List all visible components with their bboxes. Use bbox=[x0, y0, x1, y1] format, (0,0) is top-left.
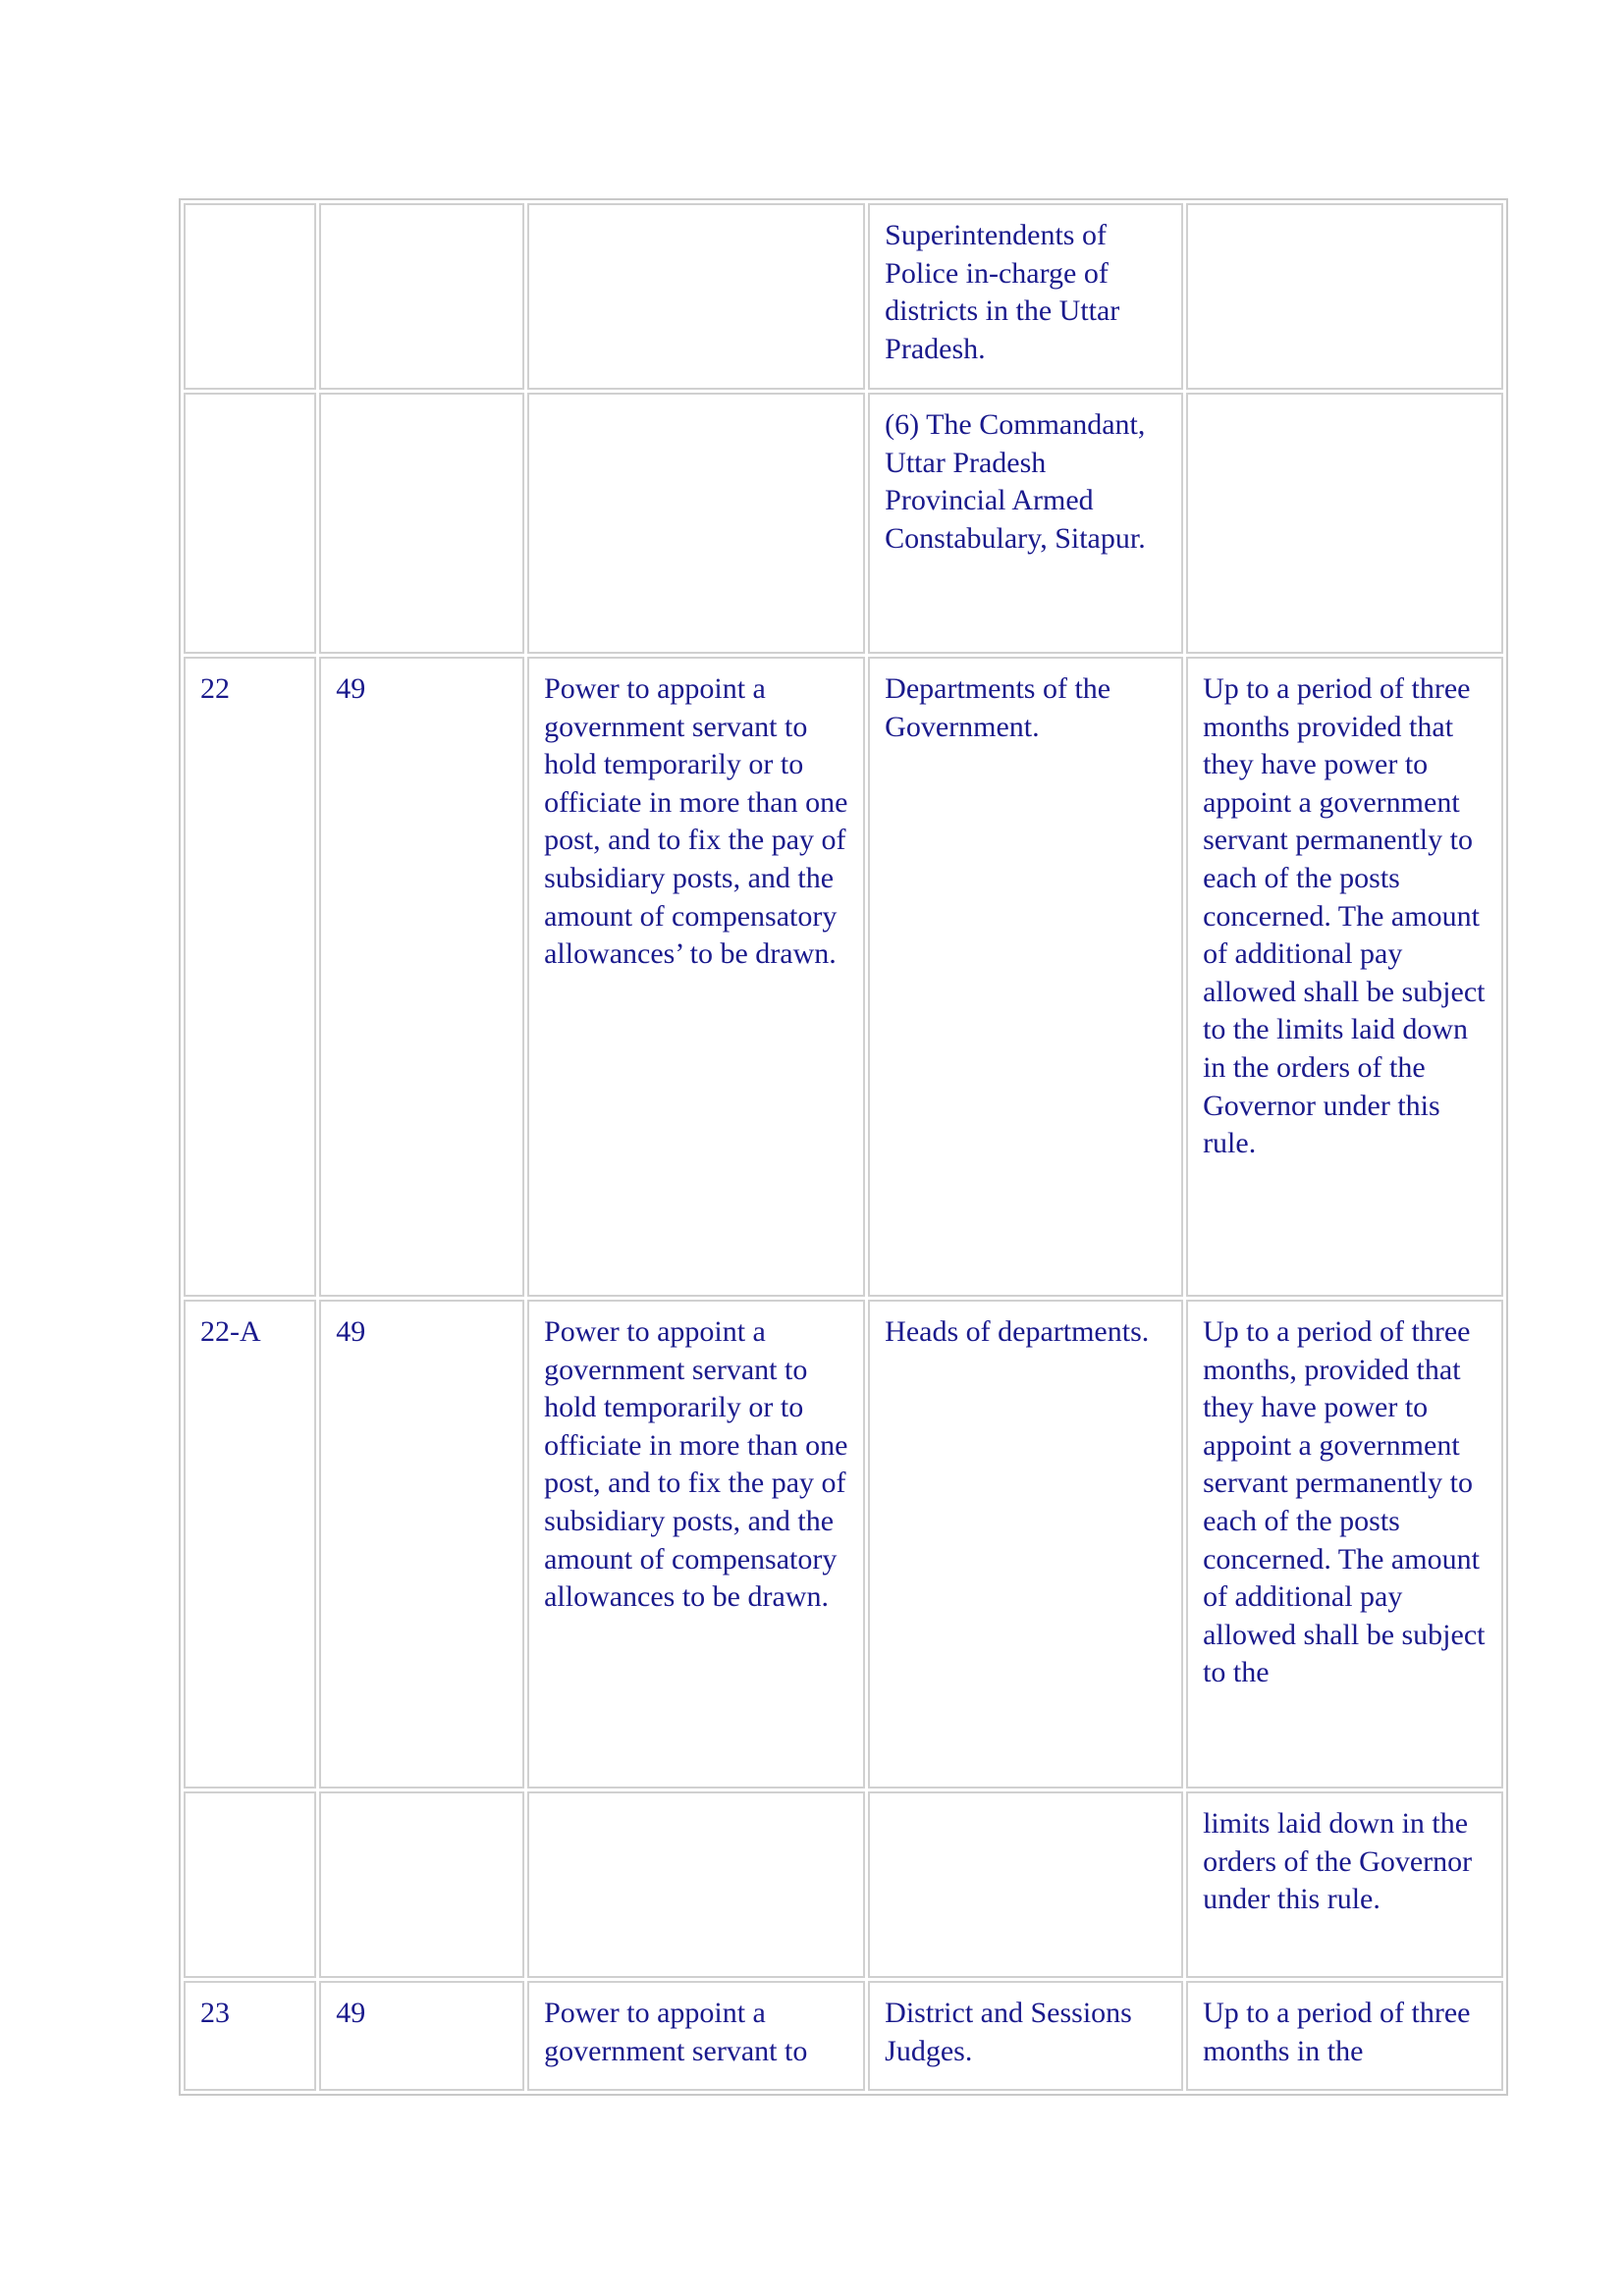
extent-cell: Up to a period of three months in the bbox=[1186, 1981, 1503, 2091]
authority-cell bbox=[868, 1791, 1183, 1978]
authority-cell: Heads of departments. bbox=[868, 1300, 1183, 1789]
authority-cell: (6) The Commandant, Uttar Pradesh Provincial Armed Constabulary, Sitapur. bbox=[868, 393, 1183, 654]
authority-cell: Superintendents of Police in-charge of districts in the Uttar Pradesh. bbox=[868, 203, 1183, 390]
nature-of-power-cell bbox=[527, 393, 865, 654]
rule-number-cell bbox=[319, 393, 524, 654]
delegation-table bbox=[179, 198, 1508, 2096]
extent-cell: Up to a period of three months provided that they have power to appoint a government servant permanently to each of the posts concerned. The amount of additional pay allowed shall be subject to the limits laid down in the orders of the Governor under this rule. bbox=[1186, 657, 1503, 1297]
authority-cell: District and Sessions Judges. bbox=[868, 1981, 1183, 2091]
table-row bbox=[184, 657, 1503, 1297]
nature-of-power-cell: Power to appoint a government servant to hold temporarily or to officiate in more than one post, and to fix the pay of subsidiary posts, and the amount of compensatory allowances’ to be drawn. bbox=[527, 657, 865, 1297]
table-row bbox=[184, 203, 1503, 390]
serial-number-cell bbox=[184, 203, 316, 390]
extent-cell bbox=[1186, 203, 1503, 390]
table-row bbox=[184, 1791, 1503, 1978]
rule-number-cell bbox=[319, 203, 524, 390]
rule-number-cell bbox=[319, 1791, 524, 1978]
table-row bbox=[184, 1981, 1503, 2091]
rule-number-cell: 49 bbox=[319, 657, 524, 1297]
extent-cell: limits laid down in the orders of the Governor under this rule. bbox=[1186, 1791, 1503, 1978]
rule-number-cell: 49 bbox=[319, 1300, 524, 1789]
serial-number-cell bbox=[184, 1791, 316, 1978]
serial-number-cell: 23 bbox=[184, 1981, 316, 2091]
authority-cell: Departments of the Government. bbox=[868, 657, 1183, 1297]
extent-cell bbox=[1186, 393, 1503, 654]
serial-number-cell: 22 bbox=[184, 657, 316, 1297]
nature-of-power-cell: Power to appoint a government servant to hold temporarily or to officiate in more than one post, and to fix the pay of subsidiary posts, and the amount of compensatory allowances to be drawn. bbox=[527, 1300, 865, 1789]
extent-cell: Up to a period of three months, provided that they have power to appoint a government servant permanently to each of the posts concerned. The amount of additional pay allowed shall be subject to the bbox=[1186, 1300, 1503, 1789]
table-row bbox=[184, 1300, 1503, 1789]
rule-number-cell: 49 bbox=[319, 1981, 524, 2091]
nature-of-power-cell bbox=[527, 1791, 865, 1978]
nature-of-power-cell: Power to appoint a government servant to bbox=[527, 1981, 865, 2091]
table-row bbox=[184, 393, 1503, 654]
serial-number-cell: 22-A bbox=[184, 1300, 316, 1789]
nature-of-power-cell bbox=[527, 203, 865, 390]
serial-number-cell bbox=[184, 393, 316, 654]
